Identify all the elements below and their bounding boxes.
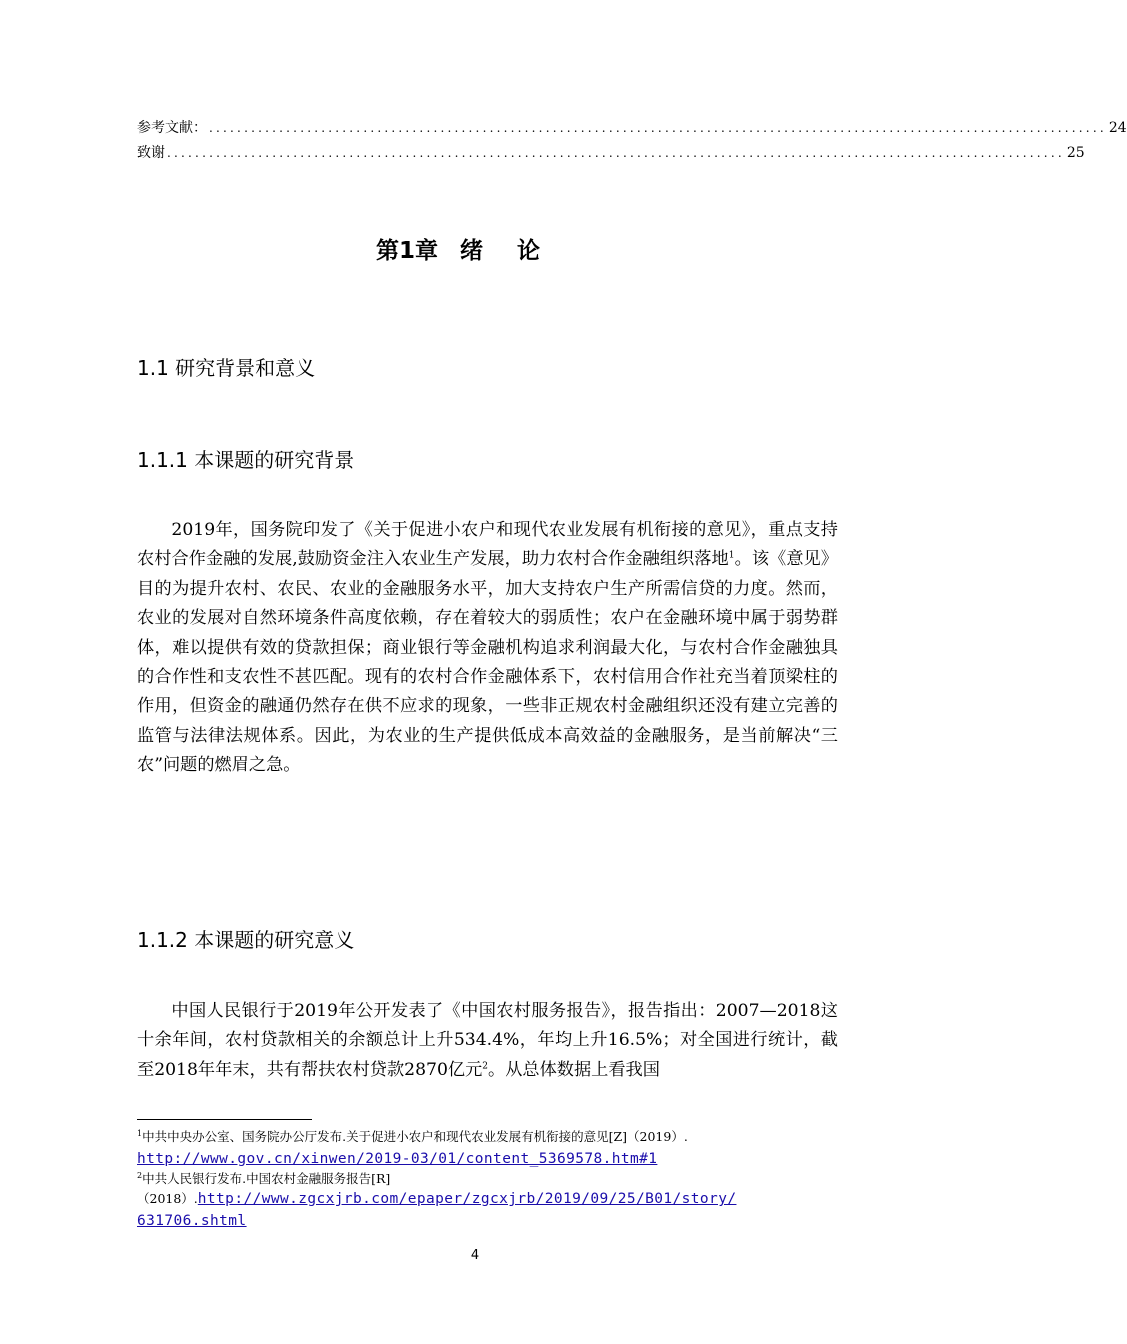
paragraph-text: 。从总体数据上看我国 — [488, 1059, 660, 1080]
footnote-separator — [137, 1119, 312, 1120]
footnote-ref-2[interactable]: 2 — [482, 1061, 489, 1072]
toc-entry-references[interactable] — [137, 117, 1127, 139]
footnote-number: 2 — [137, 1170, 143, 1180]
chapter-name: 绪论 — [460, 238, 574, 264]
paragraph-text: 2019年，国务院印发了《关于促进小农户和现代农业发展有机衔接的意见》，重点支持农村合作金融的发展,鼓励资金注入农业生产发展，助力农村合作金融组织落地 — [137, 520, 838, 570]
section-heading-1-1: 1.1 研究背景和意义 — [137, 356, 316, 380]
toc-label: 参考文献： — [137, 120, 207, 136]
footnote-ref-1[interactable]: 1 — [728, 550, 735, 561]
footnote-2-link-continuation — [137, 1212, 838, 1230]
toc-page-number: 25 — [1066, 145, 1085, 161]
toc-entry-acknowledgements[interactable] — [137, 142, 1085, 164]
body-paragraph-background — [137, 516, 838, 781]
footnote-number: 1 — [137, 1128, 143, 1138]
footnote-2 — [137, 1170, 838, 1187]
footnote-1-link[interactable]: http://www.gov.cn/xinwen/2019-03/01/content_5369578.htm#1 — [137, 1151, 658, 1167]
footnote-text: 中共人民银行发布.中国农村金融服务报告[R] — [142, 1171, 391, 1186]
body-paragraph-significance — [137, 997, 838, 1085]
paragraph-text: 。该《意见》目的为提升农村、农民、农业的金融服务水平，加大支持农户生产所需信贷的力度。然而，农业的发展对自然环境条件高度依赖，存在着较大的弱质性；农户在金融环境中属于弱势群体，难以提供有效的贷款担保；商业银行等金融机构追求利润最大化，与农村合作金融独具的合作性和支农性不甚匹配。现有的农村合作金融体系下，农村信用合作社充当着顶梁柱的作用，但资金的融通仍然存在供不应求的现象，一些非正规农村金融组织还没有建立完善的监管与法律法规体系。因此，为农业的生产提供低成本高效益的金融服务，是当前解决“三农”问题的燃眉之急。 — [137, 549, 838, 776]
footnote-1-link-line — [137, 1150, 838, 1168]
toc-leader-dots: ................................................................................................................................ — [167, 146, 1065, 160]
chapter-number: 第1章 — [375, 238, 438, 264]
footnote-1 — [137, 1128, 838, 1145]
toc-page-number: 24 — [1108, 120, 1127, 136]
footnote-2-link[interactable]: http://www.zgcxjrb.com/epaper/zgcxjrb/2019/09/25/B01/story/ — [197, 1191, 737, 1207]
footnote-2-link-line — [137, 1190, 838, 1208]
paragraph-text: 中国人民银行于2019年公开发表了《中国农村服务报告》，报告指出：2007—2018这十余年间，农村贷款相关的余额总计上升534.4%，年均上升16.5%；对全国进行统计，截至2018年年末，共有帮扶农村贷款2870亿元 — [137, 1001, 838, 1080]
toc-leader-dots: ................................................................................................................................ — [209, 121, 1107, 135]
chapter-title — [0, 233, 950, 269]
page-number: 4 — [470, 1248, 480, 1263]
footnote-year: （2018）. — [137, 1191, 198, 1206]
footnote-text: 中共中央办公室、国务院办公厅发布.关于促进小农户和现代农业发展有机衔接的意见[Z]（2019）. — [142, 1129, 688, 1144]
toc-label: 致谢 — [137, 145, 165, 161]
footnote-2-link-tail[interactable]: 631706.shtml — [137, 1213, 247, 1229]
section-heading-1-1-1: 1.1.1 本课题的研究背景 — [137, 448, 355, 472]
section-heading-1-1-2: 1.1.2 本课题的研究意义 — [137, 928, 355, 952]
